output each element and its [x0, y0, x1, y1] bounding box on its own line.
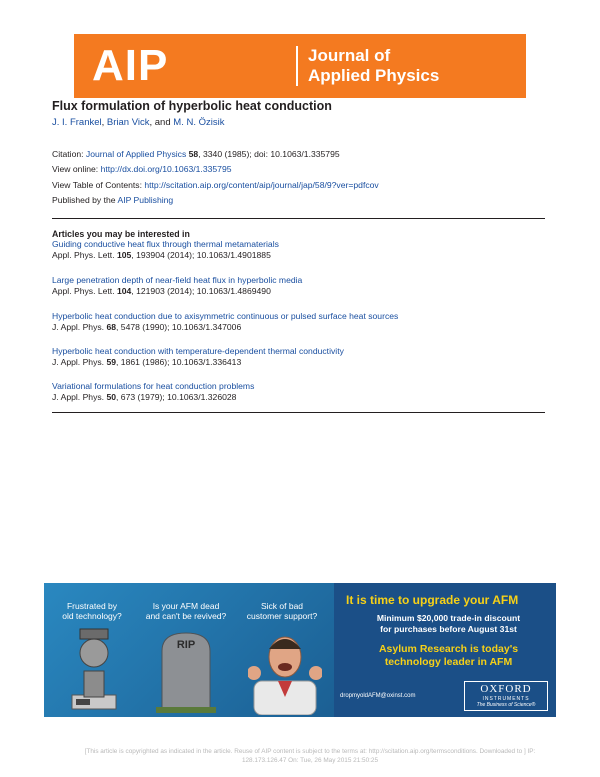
- related-article-title-link[interactable]: Large penetration depth of near-field heat flux in hyperbolic media: [52, 275, 303, 285]
- published-label: Published by the: [52, 195, 118, 205]
- interest-heading: Articles you may be interested in: [52, 229, 190, 239]
- ad-question-1: [52, 601, 132, 621]
- view-online-label: View online:: [52, 164, 101, 174]
- ad-question-3: [240, 601, 324, 621]
- author-link-3[interactable]: M. N. Özisik: [173, 117, 225, 128]
- ad-question-3-line: customer support?: [246, 611, 318, 621]
- ad-offer-line: for purchases before August 31st: [380, 623, 517, 634]
- oxford-logo-tagline: The Business of Science®: [476, 702, 536, 708]
- ad-headline: It is time to upgrade your AFM: [346, 593, 519, 607]
- related-article-volume: 50: [106, 392, 117, 402]
- ad-question-1-line: old technology?: [62, 611, 122, 621]
- oxford-logo-subtitle: INSTRUMENTS: [482, 696, 530, 702]
- author-link-1[interactable]: J. I. Frankel: [52, 117, 102, 128]
- publisher-link[interactable]: AIP Publishing: [117, 195, 174, 205]
- ad-email-link[interactable]: dropmyoldAFM@oxinst.com: [340, 693, 416, 699]
- author-list: [52, 117, 224, 128]
- footer-line: 128.173.126.47 On: Tue, 26 May 2015 21:50:25: [241, 757, 379, 764]
- oxford-logo-name: OXFORD: [480, 683, 532, 695]
- related-article: [52, 239, 279, 261]
- related-article-journal: J. Appl. Phys.: [52, 357, 107, 367]
- ad-offer: [346, 613, 551, 634]
- author-separator: , and: [149, 117, 174, 128]
- related-article: [52, 381, 254, 403]
- related-article-journal: Appl. Phys. Lett.: [52, 250, 117, 260]
- bottom-rule: [52, 412, 545, 413]
- ad-leader-line: Asylum Research is today's: [378, 643, 519, 655]
- related-article-title-link[interactable]: Guiding conductive heat flux through thermal metamaterials: [52, 239, 279, 249]
- copyright-footer: [30, 747, 590, 765]
- related-article-citation: [52, 250, 279, 261]
- article-title: Flux formulation of hyperbolic heat conduction: [52, 99, 332, 113]
- author-separator: ,: [101, 117, 107, 128]
- journal-name: [308, 46, 439, 86]
- related-article-citation: [52, 322, 398, 333]
- related-article-journal: J. Appl. Phys.: [52, 322, 107, 332]
- ad-question-2: [136, 601, 236, 621]
- journal-name-line1: Journal of: [308, 46, 391, 65]
- aip-logo: AIP: [92, 41, 169, 90]
- related-article-details: , 193904 (2014); 10.1063/1.4901885: [131, 250, 271, 260]
- related-article-title-link[interactable]: Variational formulations for heat conduction problems: [52, 381, 255, 391]
- related-article-volume: 68: [106, 322, 117, 332]
- related-article-citation: [52, 357, 344, 368]
- published-line: [52, 195, 173, 205]
- related-article: [52, 346, 344, 368]
- ad-question-1-line: Frustrated by: [66, 601, 118, 611]
- author-link-2[interactable]: Brian Vick: [106, 117, 150, 128]
- view-toc-link[interactable]: http://scitation.aip.org/content/aip/journal/jap/58/9?ver=pdfcov: [144, 180, 379, 190]
- tombstone-label: RIP: [176, 639, 196, 651]
- related-article-journal: J. Appl. Phys.: [52, 392, 107, 402]
- related-article-volume: 59: [106, 357, 117, 367]
- related-article: [52, 311, 398, 333]
- old-microscope-icon: [62, 625, 126, 713]
- footer-line: [This article is copyrighted as indicated in the article. Reuse of AIP content is subject to the terms at: http://scitation.aip.org/termsconditions. Downloaded to ] IP:: [84, 748, 536, 755]
- ad-question-2-line: Is your AFM dead: [152, 601, 220, 611]
- citation-line: [52, 149, 340, 159]
- view-online-line: [52, 164, 232, 174]
- ad-question-3-line: Sick of bad: [260, 601, 304, 611]
- journal-banner: [74, 34, 526, 98]
- related-article-volume: 104: [116, 286, 132, 296]
- citation-volume: 58: [188, 149, 199, 159]
- related-article-citation: [52, 286, 302, 297]
- related-article-title-link[interactable]: Hyperbolic heat conduction with temperature-dependent thermal conductivity: [52, 346, 344, 356]
- advertisement-banner[interactable]: [44, 583, 556, 717]
- view-online-link[interactable]: http://dx.doi.org/10.1063/1.335795: [100, 164, 232, 174]
- citation-label: Citation:: [52, 149, 86, 159]
- ad-leader-text: [346, 643, 551, 668]
- ad-question-2-line: and can't be revived?: [145, 611, 227, 621]
- ad-offer-line: Minimum $20,000 trade-in discount: [376, 613, 521, 623]
- oxford-instruments-logo: [464, 681, 548, 711]
- frustrated-person-icon: [248, 627, 322, 715]
- ad-leader-line: technology leader in AFM: [384, 655, 513, 668]
- journal-name-line2: Applied Physics: [308, 66, 440, 85]
- related-article-details: , 5478 (1990); 10.1063/1.347006: [116, 322, 242, 332]
- related-article-volume: 105: [116, 250, 132, 260]
- citation-journal-link[interactable]: Journal of Applied Physics: [85, 149, 187, 159]
- related-article-journal: Appl. Phys. Lett.: [52, 286, 117, 296]
- view-toc-line: [52, 180, 379, 190]
- related-article-details: , 673 (1979); 10.1063/1.326028: [116, 392, 237, 402]
- related-article-citation: [52, 392, 254, 403]
- related-article: [52, 275, 302, 297]
- related-article-details: , 121903 (2014); 10.1063/1.4869490: [131, 286, 271, 296]
- related-article-details: , 1861 (1986); 10.1063/1.336413: [116, 357, 242, 367]
- view-toc-label: View Table of Contents:: [52, 180, 145, 190]
- top-rule: [52, 218, 545, 219]
- citation-details: , 3340 (1985); doi: 10.1063/1.335795: [198, 149, 340, 159]
- banner-divider: [296, 46, 298, 86]
- related-article-title-link[interactable]: Hyperbolic heat conduction due to axisymmetric continuous or pulsed surface heat sources: [52, 311, 399, 321]
